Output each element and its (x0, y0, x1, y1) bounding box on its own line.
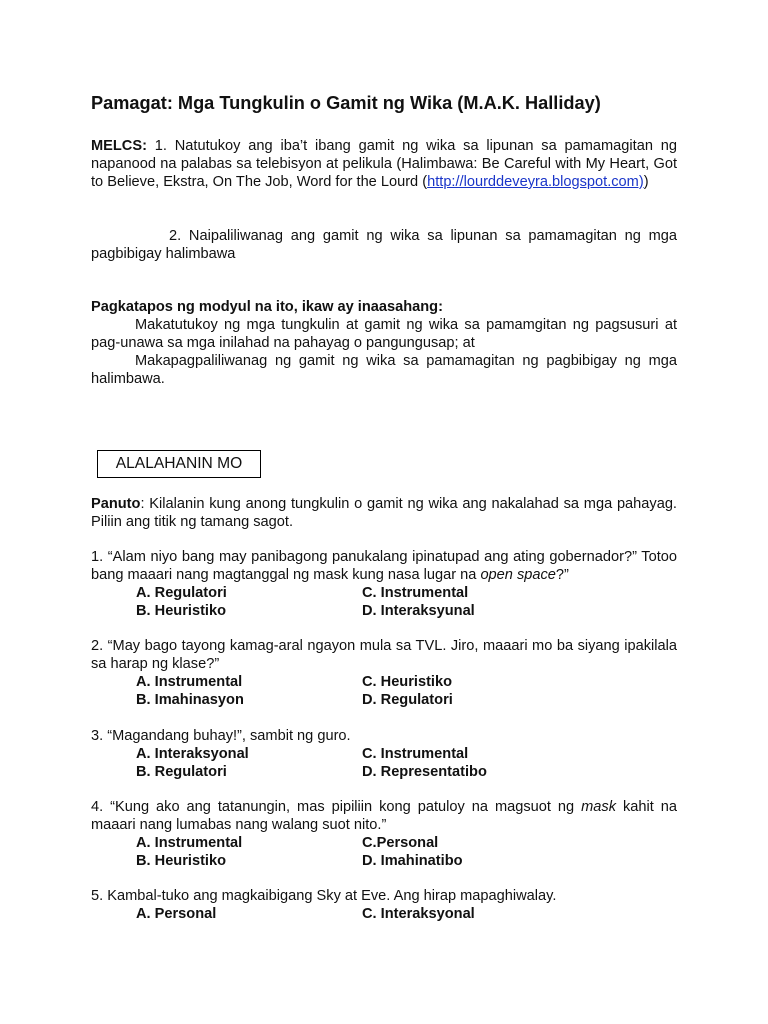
question-1-options (91, 584, 677, 620)
question-2-options (91, 673, 677, 709)
option-a: A. Instrumental (136, 674, 243, 690)
option-b: B. Imahinasyon (136, 692, 244, 708)
objective-item-1: Makatutukoy ng mga tungkulin at gamit ng wika sa pamamgitan ng pagsusuri at pag-unawa sa mga inilahad na pahayag o pangungusap; at (91, 317, 677, 351)
option-b: B. Heuristiko (136, 603, 227, 619)
question-5 (91, 887, 677, 923)
question-4-options (91, 834, 677, 870)
question-2 (91, 637, 677, 709)
section-header-box: ALALAHANIN MO (97, 450, 261, 478)
question-1-stem-end: ?” (555, 567, 569, 583)
blog-link[interactable]: http://lourddeveyra.blogspot.com) (427, 174, 644, 190)
question-4-stem-end: kahit na maaari nang lumabas nang walang suot nito.” (91, 799, 677, 833)
question-1-text (91, 548, 677, 584)
instructions (91, 495, 677, 531)
option-c: C. Interaksyonal (362, 906, 475, 922)
option-d: D. Imahinatibo (362, 853, 463, 869)
instructions-text: : Kilalanin kung anong tungkulin o gamit ng wika ang nakalahad sa mga pahayag. Piliin ang titik ng tamang sagot. (91, 496, 677, 530)
objectives-heading: Pagkatapos ng modyul na ito, ikaw ay inaasahang: (91, 299, 443, 315)
option-d: D. Interaksyunal (362, 603, 475, 619)
melcs-item-2: 2. Naipaliliwanag ang gamit ng wika sa lipunan sa pamamagitan ng mga pagbibigay halimbawa (91, 228, 677, 262)
question-4 (91, 798, 677, 870)
option-a: A. Instrumental (136, 835, 243, 851)
question-2-text: 2. “May bago tayong kamag-aral ngayon mula sa TVL. Jiro, maaari mo ba siyang ipakilala sa harap ng klase?” (91, 638, 677, 672)
melcs-item-1-end: ) (643, 174, 649, 190)
option-c: C. Instrumental (362, 746, 469, 762)
page-title: Pamagat: Mga Tungkulin o Gamit ng Wika (M.A.K. Halliday) (91, 93, 601, 113)
melcs-item-1 (91, 137, 677, 191)
instructions-label: Panuto (91, 496, 141, 512)
option-a: A. Regulatori (136, 585, 227, 601)
option-a: A. Personal (136, 906, 217, 922)
option-c: C. Instrumental (362, 585, 469, 601)
question-3-options (91, 745, 677, 781)
question-3 (91, 727, 677, 781)
option-a: A. Interaksyonal (136, 746, 249, 762)
question-4-italic: mask (581, 799, 616, 815)
objective-item-2: Makapagpaliliwanag ng gamit ng wika sa pamamagitan ng pagbibigay ng mga halimbawa. (91, 353, 677, 387)
question-4-text (91, 798, 677, 834)
question-3-text: 3. “Magandang buhay!”, sambit ng guro. (91, 728, 351, 744)
option-c: C. Heuristiko (362, 674, 453, 690)
option-d: D. Regulatori (362, 692, 453, 708)
option-b: B. Regulatori (136, 764, 227, 780)
question-5-options (91, 905, 677, 923)
melcs-label: MELCS: (91, 138, 147, 154)
question-5-text: 5. Kambal-tuko ang magkaibigang Sky at Eve. Ang hirap mapaghiwalay. (91, 888, 557, 904)
option-d: D. Representatibo (362, 764, 487, 780)
option-c: C.Personal (362, 835, 439, 851)
melcs-item-1-text: 1. Natutukoy ang iba’t ibang gamit ng wika sa lipunan sa pamamagitan ng napanood na palabas sa telebisyon at pelikula (Halimbawa: Be Careful with My Heart, Got to Believe, Ekstra, On The Job, Word for the Lourd ( (91, 138, 677, 190)
option-b: B. Heuristiko (136, 853, 227, 869)
question-1-stem: 1. “Alam niyo bang may panibagong panukalang ipinatupad ang ating gobernador?” Totoo bang maaari nang magtanggal ng mask kung nasa lugar na (91, 549, 677, 583)
question-1-italic: open space (480, 567, 556, 583)
question-4-stem: 4. “Kung ako ang tatanungin, mas pipiliin kong patuloy na magsuot ng (91, 799, 582, 815)
question-1 (91, 548, 677, 620)
